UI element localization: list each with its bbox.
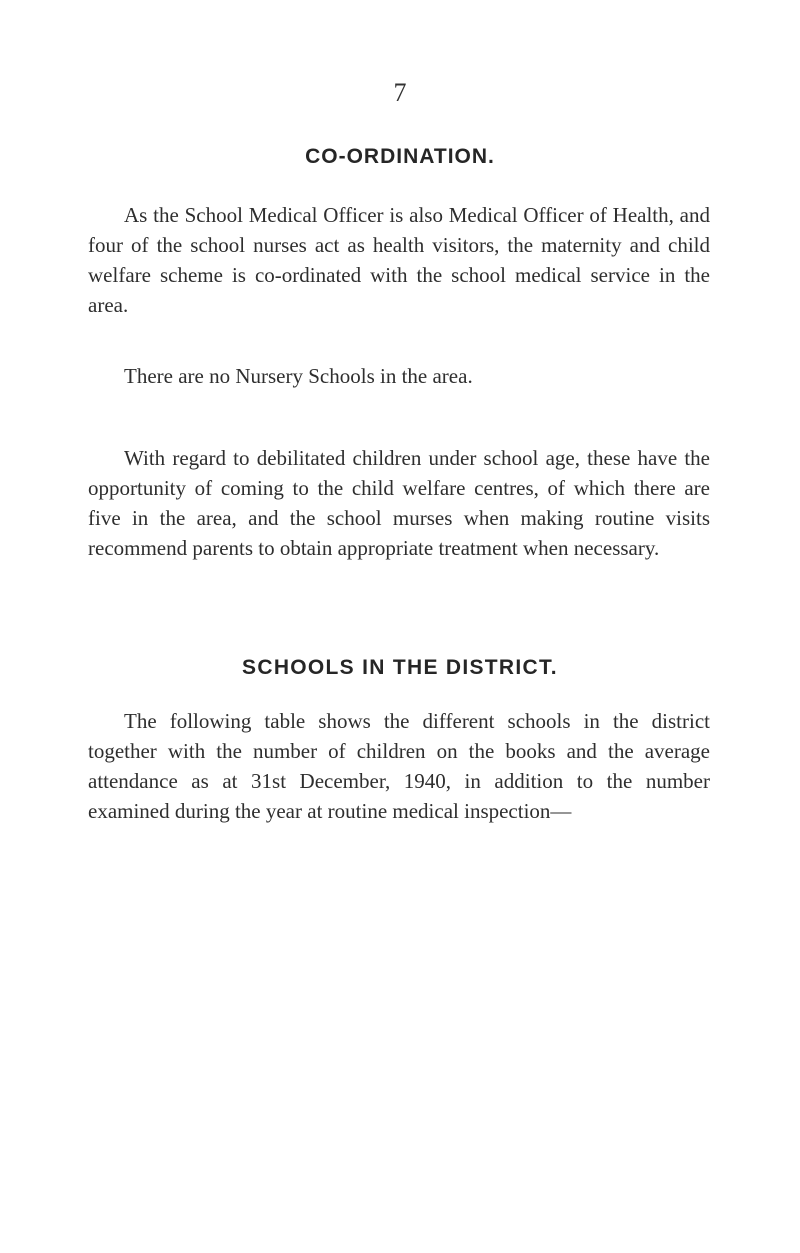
- page-number: 7: [393, 78, 407, 107]
- paragraph-coordination-scheme: As the School Medical Officer is also Medical Officer of Health, and four of the school nurses act as health visitors, the maternity and child welfare scheme is co-ordinated with the school medical service in the area.: [88, 203, 710, 317]
- section-heading-coordination: CO-ORDINATION.: [305, 145, 495, 168]
- section-heading-schools: SCHOOLS IN THE DISTRICT.: [242, 656, 558, 679]
- paragraph-schools-table-intro: The following table shows the different schools in the district together with the number of children on the books and the average attendance as at 31st December, 1940, in addition to the number examined during the year at routine medical inspection—: [88, 709, 710, 823]
- paragraph-nursery-schools: There are no Nursery Schools in the area.: [124, 364, 473, 388]
- paragraph-debilitated-children: With regard to debilitated children under school age, these have the opportunity of coming to the child welfare centres, of which there are five in the area, and the school murses when making routine visits recommend parents to obtain appropriate treatment when necessary.: [88, 446, 710, 560]
